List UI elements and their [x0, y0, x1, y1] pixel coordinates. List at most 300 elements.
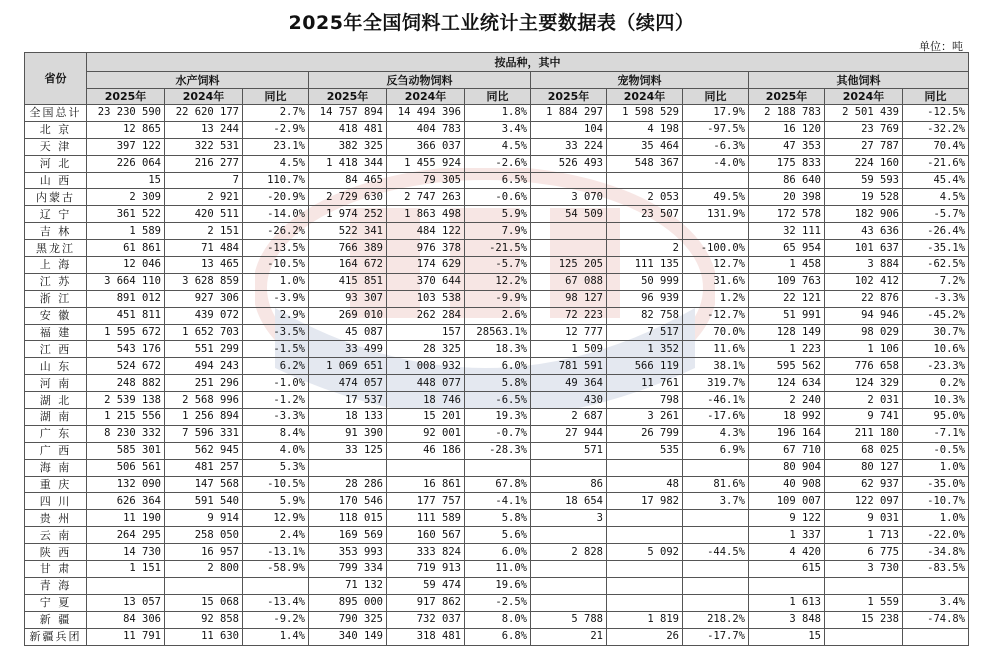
value-cell: 109 007: [749, 493, 825, 510]
value-cell: 548 367: [607, 155, 683, 172]
value-cell: 68 025: [825, 442, 903, 459]
value-cell: 26: [607, 628, 683, 645]
yoy-cell: -4.0%: [683, 155, 749, 172]
value-cell: [607, 172, 683, 189]
header-group: 按品种，其中: [87, 53, 969, 72]
province-cell: 上 海: [25, 257, 87, 274]
value-cell: 626 364: [87, 493, 165, 510]
value-cell: 2: [607, 240, 683, 257]
yoy-cell: -0.5%: [903, 442, 969, 459]
table-row: [25, 138, 969, 155]
value-cell: 1 819: [607, 611, 683, 628]
yoy-cell: -13.1%: [243, 544, 309, 561]
yoy-cell: -5.7%: [903, 206, 969, 223]
value-cell: 543 176: [87, 341, 165, 358]
value-cell: 79 305: [387, 172, 465, 189]
value-cell: 1 559: [825, 594, 903, 611]
value-cell: 18 133: [309, 409, 387, 426]
value-cell: [825, 577, 903, 594]
value-cell: 895 000: [309, 594, 387, 611]
value-cell: 917 862: [387, 594, 465, 611]
province-cell: 江 西: [25, 341, 87, 358]
value-cell: 1 509: [531, 341, 607, 358]
header-category: 其他饲料: [749, 72, 969, 89]
table-row: [25, 493, 969, 510]
yoy-cell: [683, 561, 749, 578]
province-cell: 内蒙古: [25, 189, 87, 206]
value-cell: 15 238: [825, 611, 903, 628]
header-year: 2024年: [387, 89, 465, 105]
value-cell: 2 800: [165, 561, 243, 578]
value-cell: [607, 527, 683, 544]
yoy-cell: 7.9%: [465, 223, 531, 240]
yoy-cell: 5.8%: [465, 510, 531, 527]
value-cell: 11 791: [87, 628, 165, 645]
value-cell: 109 763: [749, 273, 825, 290]
yoy-cell: 3.7%: [683, 493, 749, 510]
value-cell: 790 325: [309, 611, 387, 628]
value-cell: 175 833: [749, 155, 825, 172]
value-cell: [749, 577, 825, 594]
value-cell: 84 306: [87, 611, 165, 628]
value-cell: 1 455 924: [387, 155, 465, 172]
value-cell: [607, 223, 683, 240]
value-cell: 264 295: [87, 527, 165, 544]
value-cell: 1 106: [825, 341, 903, 358]
yoy-cell: 12.7%: [683, 257, 749, 274]
value-cell: 59 593: [825, 172, 903, 189]
table-row: [25, 341, 969, 358]
value-cell: [531, 577, 607, 594]
value-cell: 177 757: [387, 493, 465, 510]
value-cell: 2 188 783: [749, 105, 825, 122]
yoy-cell: 8.4%: [243, 425, 309, 442]
yoy-cell: -74.8%: [903, 611, 969, 628]
value-cell: 22 121: [749, 290, 825, 307]
table-row: [25, 358, 969, 375]
value-cell: 170 546: [309, 493, 387, 510]
table-row: [25, 544, 969, 561]
province-cell: 重 庆: [25, 476, 87, 493]
value-cell: 7 517: [607, 324, 683, 341]
value-cell: 28 286: [309, 476, 387, 493]
yoy-cell: -97.5%: [683, 121, 749, 138]
value-cell: [607, 561, 683, 578]
province-cell: 云 南: [25, 527, 87, 544]
yoy-cell: -23.3%: [903, 358, 969, 375]
yoy-cell: -32.2%: [903, 121, 969, 138]
value-cell: 258 050: [165, 527, 243, 544]
yoy-cell: -4.1%: [465, 493, 531, 510]
value-cell: 23 507: [607, 206, 683, 223]
value-cell: 67 088: [531, 273, 607, 290]
province-cell: 山 西: [25, 172, 87, 189]
header-category: 反刍动物饲料: [309, 72, 531, 89]
value-cell: 7 596 331: [165, 425, 243, 442]
province-cell: 福 建: [25, 324, 87, 341]
value-cell: 3 730: [825, 561, 903, 578]
value-cell: 12 777: [531, 324, 607, 341]
yoy-cell: -46.1%: [683, 392, 749, 409]
yoy-cell: -2.6%: [465, 155, 531, 172]
value-cell: 86 640: [749, 172, 825, 189]
header-year: 2024年: [165, 89, 243, 105]
value-cell: 12 865: [87, 121, 165, 138]
yoy-cell: 45.4%: [903, 172, 969, 189]
header-year: 2025年: [749, 89, 825, 105]
value-cell: 14 757 894: [309, 105, 387, 122]
value-cell: 22 876: [825, 290, 903, 307]
yoy-cell: 319.7%: [683, 375, 749, 392]
value-cell: 3 628 859: [165, 273, 243, 290]
yoy-cell: 1.2%: [683, 290, 749, 307]
value-cell: 11 190: [87, 510, 165, 527]
yoy-cell: [683, 510, 749, 527]
province-cell: 湖 南: [25, 409, 87, 426]
yoy-cell: 5.6%: [465, 527, 531, 544]
table-row: [25, 594, 969, 611]
value-cell: 1 598 529: [607, 105, 683, 122]
yoy-cell: -35.0%: [903, 476, 969, 493]
yoy-cell: -6.3%: [683, 138, 749, 155]
yoy-cell: 4.5%: [243, 155, 309, 172]
yoy-cell: -58.9%: [243, 561, 309, 578]
value-cell: [531, 240, 607, 257]
value-cell: 104: [531, 121, 607, 138]
yoy-cell: -2.9%: [243, 121, 309, 138]
table-row: [25, 611, 969, 628]
value-cell: 54 509: [531, 206, 607, 223]
yoy-cell: 3.4%: [465, 121, 531, 138]
value-cell: 15 201: [387, 409, 465, 426]
yoy-cell: 11.6%: [683, 341, 749, 358]
yoy-cell: 38.1%: [683, 358, 749, 375]
value-cell: 448 077: [387, 375, 465, 392]
value-cell: [607, 577, 683, 594]
value-cell: 571: [531, 442, 607, 459]
value-cell: 2 031: [825, 392, 903, 409]
value-cell: 40 908: [749, 476, 825, 493]
table-row: [25, 375, 969, 392]
value-cell: 927 306: [165, 290, 243, 307]
value-cell: 776 658: [825, 358, 903, 375]
yoy-cell: -45.2%: [903, 307, 969, 324]
value-cell: 522 341: [309, 223, 387, 240]
value-cell: 3 848: [749, 611, 825, 628]
value-cell: 13 244: [165, 121, 243, 138]
yoy-cell: -3.3%: [903, 290, 969, 307]
yoy-cell: 28563.1%: [465, 324, 531, 341]
yoy-cell: 4.0%: [243, 442, 309, 459]
value-cell: 3: [531, 510, 607, 527]
value-cell: 5 092: [607, 544, 683, 561]
value-cell: 340 149: [309, 628, 387, 645]
yoy-cell: 18.3%: [465, 341, 531, 358]
yoy-cell: -17.7%: [683, 628, 749, 645]
value-cell: 26 799: [607, 425, 683, 442]
yoy-cell: -1.0%: [243, 375, 309, 392]
yoy-cell: -0.7%: [465, 425, 531, 442]
value-cell: 262 284: [387, 307, 465, 324]
yoy-cell: 2.6%: [465, 307, 531, 324]
value-cell: 96 939: [607, 290, 683, 307]
value-cell: 269 010: [309, 307, 387, 324]
value-cell: 361 522: [87, 206, 165, 223]
yoy-cell: -35.1%: [903, 240, 969, 257]
value-cell: 1 589: [87, 223, 165, 240]
value-cell: 32 111: [749, 223, 825, 240]
yoy-cell: -3.9%: [243, 290, 309, 307]
value-cell: 224 160: [825, 155, 903, 172]
value-cell: 370 644: [387, 273, 465, 290]
province-cell: 湖 北: [25, 392, 87, 409]
value-cell: 566 119: [607, 358, 683, 375]
value-cell: 118 015: [309, 510, 387, 527]
header-yoy: 同比: [465, 89, 531, 105]
value-cell: [309, 459, 387, 476]
value-cell: 6 775: [825, 544, 903, 561]
value-cell: [607, 459, 683, 476]
yoy-cell: -34.8%: [903, 544, 969, 561]
value-cell: 1 352: [607, 341, 683, 358]
value-cell: 94 946: [825, 307, 903, 324]
value-cell: 51 991: [749, 307, 825, 324]
table-row: [25, 189, 969, 206]
value-cell: 1 215 556: [87, 409, 165, 426]
yoy-cell: 10.6%: [903, 341, 969, 358]
yoy-cell: -1.5%: [243, 341, 309, 358]
table-row: [25, 273, 969, 290]
value-cell: 615: [749, 561, 825, 578]
value-cell: 2 309: [87, 189, 165, 206]
table-row: [25, 442, 969, 459]
value-cell: 526 493: [531, 155, 607, 172]
yoy-cell: [683, 172, 749, 189]
province-cell: 甘 肃: [25, 561, 87, 578]
value-cell: [531, 594, 607, 611]
value-cell: 18 654: [531, 493, 607, 510]
value-cell: 33 499: [309, 341, 387, 358]
value-cell: 160 567: [387, 527, 465, 544]
header-year: 2025年: [87, 89, 165, 105]
value-cell: 125 205: [531, 257, 607, 274]
yoy-cell: -20.9%: [243, 189, 309, 206]
value-cell: [531, 172, 607, 189]
value-cell: 766 389: [309, 240, 387, 257]
table-row: [25, 561, 969, 578]
value-cell: 196 164: [749, 425, 825, 442]
province-cell: 浙 江: [25, 290, 87, 307]
value-cell: 2 747 263: [387, 189, 465, 206]
yoy-cell: 6.0%: [465, 544, 531, 561]
value-cell: 9 122: [749, 510, 825, 527]
value-cell: 18 992: [749, 409, 825, 426]
yoy-cell: -100.0%: [683, 240, 749, 257]
value-cell: 506 561: [87, 459, 165, 476]
yoy-cell: [683, 594, 749, 611]
yoy-cell: 6.8%: [465, 628, 531, 645]
yoy-cell: [243, 577, 309, 594]
yoy-cell: -13.5%: [243, 240, 309, 257]
value-cell: 1 884 297: [531, 105, 607, 122]
table-row: [25, 240, 969, 257]
table-row: [25, 172, 969, 189]
value-cell: 251 296: [165, 375, 243, 392]
table-row: [25, 105, 969, 122]
yoy-cell: 1.0%: [243, 273, 309, 290]
value-cell: 1 713: [825, 527, 903, 544]
value-cell: 418 481: [309, 121, 387, 138]
yoy-cell: -26.4%: [903, 223, 969, 240]
value-cell: 9 031: [825, 510, 903, 527]
yoy-cell: -7.1%: [903, 425, 969, 442]
table-body: [25, 105, 969, 646]
value-cell: 28 325: [387, 341, 465, 358]
province-cell: 黑龙江: [25, 240, 87, 257]
value-cell: 8 230 332: [87, 425, 165, 442]
yoy-cell: 7.2%: [903, 273, 969, 290]
value-cell: 7: [165, 172, 243, 189]
table-row: [25, 206, 969, 223]
province-cell: 广 西: [25, 442, 87, 459]
yoy-cell: 3.4%: [903, 594, 969, 611]
value-cell: 71 132: [309, 577, 387, 594]
yoy-cell: -2.5%: [465, 594, 531, 611]
value-cell: 353 993: [309, 544, 387, 561]
value-cell: 551 299: [165, 341, 243, 358]
yoy-cell: -12.5%: [903, 105, 969, 122]
value-cell: 481 257: [165, 459, 243, 476]
value-cell: 1 418 344: [309, 155, 387, 172]
value-cell: [87, 577, 165, 594]
value-cell: 3 070: [531, 189, 607, 206]
yoy-cell: 6.0%: [465, 358, 531, 375]
value-cell: 132 090: [87, 476, 165, 493]
value-cell: 13 057: [87, 594, 165, 611]
value-cell: 1 223: [749, 341, 825, 358]
value-cell: 1 613: [749, 594, 825, 611]
value-cell: 14 730: [87, 544, 165, 561]
table-row: [25, 628, 969, 645]
value-cell: 16 861: [387, 476, 465, 493]
value-cell: 169 569: [309, 527, 387, 544]
value-cell: [531, 459, 607, 476]
value-cell: 67 710: [749, 442, 825, 459]
yoy-cell: -14.0%: [243, 206, 309, 223]
yoy-cell: 49.5%: [683, 189, 749, 206]
value-cell: 19 528: [825, 189, 903, 206]
yoy-cell: -1.2%: [243, 392, 309, 409]
yoy-cell: -10.5%: [243, 257, 309, 274]
value-cell: [825, 628, 903, 645]
value-cell: 451 811: [87, 307, 165, 324]
value-cell: 12 046: [87, 257, 165, 274]
value-cell: 111 135: [607, 257, 683, 274]
yoy-cell: 4.5%: [903, 189, 969, 206]
value-cell: 3 664 110: [87, 273, 165, 290]
value-cell: 1 974 252: [309, 206, 387, 223]
value-cell: 61 861: [87, 240, 165, 257]
value-cell: 976 378: [387, 240, 465, 257]
yoy-cell: -12.7%: [683, 307, 749, 324]
value-cell: [387, 459, 465, 476]
value-cell: 59 474: [387, 577, 465, 594]
yoy-cell: 218.2%: [683, 611, 749, 628]
province-cell: 江 苏: [25, 273, 87, 290]
value-cell: 4 198: [607, 121, 683, 138]
yoy-cell: 12.2%: [465, 273, 531, 290]
value-cell: 82 758: [607, 307, 683, 324]
value-cell: 15: [749, 628, 825, 645]
value-cell: 719 913: [387, 561, 465, 578]
value-cell: 124 329: [825, 375, 903, 392]
table-row: [25, 392, 969, 409]
value-cell: 157: [387, 324, 465, 341]
value-cell: 333 824: [387, 544, 465, 561]
value-cell: 50 999: [607, 273, 683, 290]
value-cell: 128 149: [749, 324, 825, 341]
yoy-cell: 0.2%: [903, 375, 969, 392]
province-cell: 贵 州: [25, 510, 87, 527]
yoy-cell: 70.4%: [903, 138, 969, 155]
yoy-cell: [465, 459, 531, 476]
province-cell: 天 津: [25, 138, 87, 155]
value-cell: 20 398: [749, 189, 825, 206]
table-row: [25, 510, 969, 527]
header-yoy: 同比: [243, 89, 309, 105]
value-cell: 86: [531, 476, 607, 493]
value-cell: 216 277: [165, 155, 243, 172]
value-cell: 415 851: [309, 273, 387, 290]
yoy-cell: -5.7%: [465, 257, 531, 274]
value-cell: 92 858: [165, 611, 243, 628]
header-year: 2025年: [531, 89, 607, 105]
value-cell: 430: [531, 392, 607, 409]
page-title: 2025年全国饲料工业统计主要数据表（续四）: [288, 12, 695, 34]
yoy-cell: 2.7%: [243, 105, 309, 122]
yoy-cell: 11.0%: [465, 561, 531, 578]
table-row: [25, 257, 969, 274]
value-cell: 3 261: [607, 409, 683, 426]
value-cell: 15: [87, 172, 165, 189]
yoy-cell: -22.0%: [903, 527, 969, 544]
yoy-cell: 1.4%: [243, 628, 309, 645]
yoy-cell: 5.8%: [465, 375, 531, 392]
yoy-cell: [683, 223, 749, 240]
value-cell: 21: [531, 628, 607, 645]
value-cell: 322 531: [165, 138, 243, 155]
yoy-cell: 5.9%: [465, 206, 531, 223]
table-row: [25, 577, 969, 594]
value-cell: [607, 510, 683, 527]
value-cell: 1 595 672: [87, 324, 165, 341]
yoy-cell: -83.5%: [903, 561, 969, 578]
province-cell: 四 川: [25, 493, 87, 510]
yoy-cell: 1.0%: [903, 510, 969, 527]
yoy-cell: 12.9%: [243, 510, 309, 527]
header-year: 2025年: [309, 89, 387, 105]
value-cell: 17 537: [309, 392, 387, 409]
yoy-cell: 4.5%: [465, 138, 531, 155]
value-cell: 420 511: [165, 206, 243, 223]
table-row: [25, 324, 969, 341]
header-year: 2024年: [825, 89, 903, 105]
yoy-cell: 1.8%: [465, 105, 531, 122]
value-cell: 585 301: [87, 442, 165, 459]
yoy-cell: 67.8%: [465, 476, 531, 493]
value-cell: 182 906: [825, 206, 903, 223]
yoy-cell: 4.3%: [683, 425, 749, 442]
